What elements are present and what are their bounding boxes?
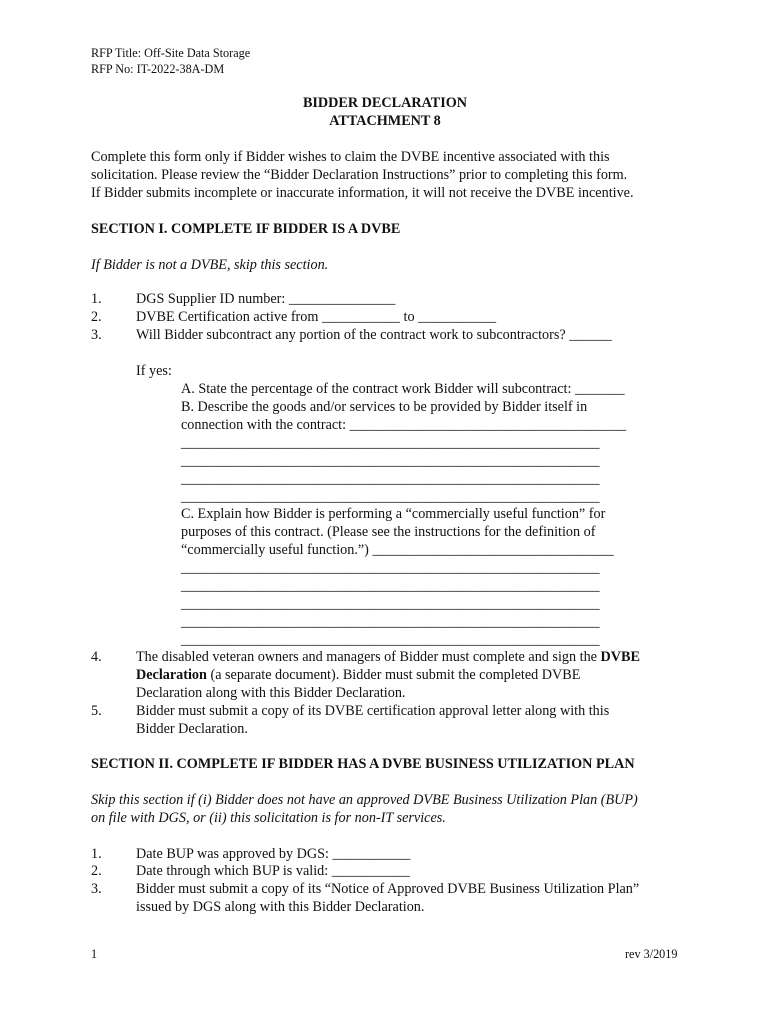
- goods-services-line-1: B. Describe the goods and/or services to be provided by Bidder itself in: [181, 399, 588, 415]
- rfp-header: [91, 46, 250, 77]
- document-title: BIDDER DECLARATION: [302, 95, 468, 111]
- blank-line: ___________________________________________________________: [181, 614, 600, 630]
- item-4-text: The disabled veteran owners and managers of Bidder must complete and sign the: [136, 649, 601, 665]
- rfp-title: RFP Title: Off-Site Data Storage: [91, 46, 251, 60]
- subcontract-percentage-field: A. State the percentage of the contract work Bidder will subcontract: _______: [181, 381, 625, 397]
- blank-line: ___________________________________________________________: [181, 632, 600, 648]
- blank-line: ___________________________________________________________: [181, 489, 600, 505]
- list-number: 3.: [91, 327, 102, 343]
- declaration-bold: Declaration: [136, 667, 207, 683]
- page-number: 1: [91, 947, 98, 961]
- cuf-line-2: purposes of this contract. (Please see the instructions for the definition of: [181, 524, 596, 540]
- section-2-note-2: on file with DGS, or (ii) this solicitation is for non-IT services.: [91, 810, 446, 826]
- list-number: 5.: [91, 703, 102, 719]
- item-5-line-1: Bidder must submit a copy of its DVBE certification approval letter along with this: [136, 703, 610, 719]
- section-2-heading: SECTION II. COMPLETE IF BIDDER HAS A DVBE BUSINESS UTILIZATION PLAN: [91, 756, 635, 772]
- list-number: 1.: [91, 291, 102, 307]
- blank-line: ___________________________________________________________: [181, 560, 600, 576]
- section-1-note: If Bidder is not a DVBE, skip this section.: [91, 257, 329, 273]
- bup-valid-date-field: Date through which BUP is valid: ___________: [136, 863, 410, 879]
- supplier-id-field: DGS Supplier ID number: _______________: [136, 291, 396, 307]
- item-4-text: (a separate document). Bidder must submit the completed DVBE: [206, 667, 581, 683]
- cuf-line-1: C. Explain how Bidder is performing a “commercially useful function” for: [181, 506, 606, 522]
- list-number: 2.: [91, 863, 102, 879]
- list-number: 4.: [91, 649, 102, 665]
- blank-line: ___________________________________________________________: [181, 596, 600, 612]
- revision-label: rev 3/2019: [625, 947, 678, 961]
- intro-line-1: Complete this form only if Bidder wishes to claim the DVBE incentive associated with this: [91, 149, 610, 165]
- certification-dates-field: DVBE Certification active from ___________ to ___________: [136, 309, 497, 325]
- blank-line: ___________________________________________________________: [181, 471, 600, 487]
- rfp-number: RFP No: IT-2022-38A-DM: [91, 61, 225, 76]
- item-5-line-2: Bidder Declaration.: [136, 721, 248, 737]
- section-2-note-1: Skip this section if (i) Bidder does not have an approved DVBE Business Utilization Plan (BUP): [91, 792, 638, 808]
- blank-line: ___________________________________________________________: [181, 578, 600, 594]
- item-4-line-3: Declaration along with this Bidder Declaration.: [136, 685, 406, 701]
- list-number: 2.: [91, 309, 102, 325]
- list-number: 3.: [91, 881, 102, 897]
- blank-line: ___________________________________________________________: [181, 435, 600, 451]
- item-4-line-2: [136, 666, 580, 684]
- bup-notice-line-2: issued by DGS along with this Bidder Declaration.: [136, 899, 425, 915]
- goods-services-line-2: connection with the contract: _______________________________________: [181, 417, 627, 433]
- bup-notice-line-1: Bidder must submit a copy of its “Notice of Approved DVBE Business Utilization Plan”: [136, 881, 640, 897]
- section-1-heading: SECTION I. COMPLETE IF BIDDER IS A DVBE: [91, 221, 401, 237]
- list-number: 1.: [91, 846, 102, 862]
- cuf-line-3: “commercially useful function.”) __________________________________: [181, 542, 614, 558]
- intro-line-2: solicitation. Please review the “Bidder Declaration Instructions” prior to completing this form.: [91, 167, 628, 183]
- bup-approved-date-field: Date BUP was approved by DGS: ___________: [136, 846, 411, 862]
- if-yes-label: If yes:: [136, 363, 172, 379]
- document-subtitle: ATTACHMENT 8: [329, 113, 441, 129]
- item-4-line-1: [136, 648, 640, 666]
- subcontract-question: Will Bidder subcontract any portion of the contract work to subcontractors? ______: [136, 327, 612, 343]
- blank-line: ___________________________________________________________: [181, 453, 600, 469]
- dvbe-bold: DVBE: [600, 649, 640, 665]
- intro-line-3: If Bidder submits incomplete or inaccurate information, it will not receive the DVBE incentive.: [91, 185, 634, 201]
